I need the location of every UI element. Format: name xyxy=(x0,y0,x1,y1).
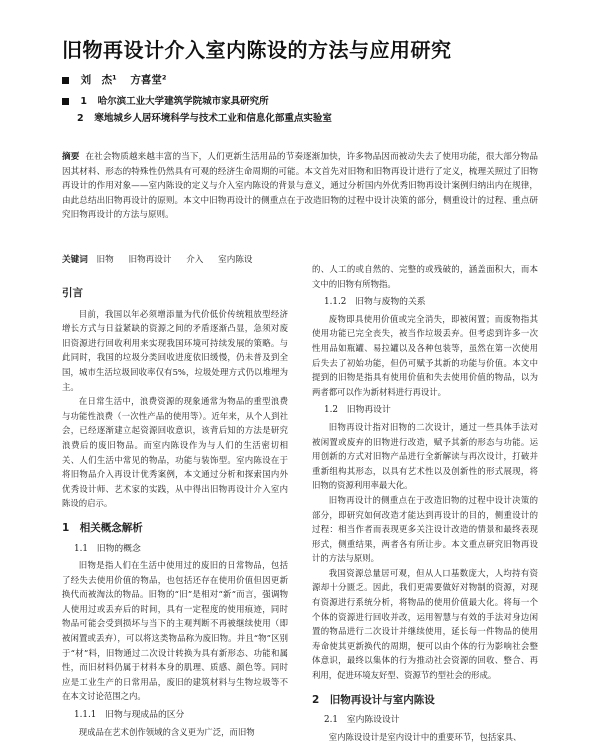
right-column xyxy=(312,262,538,744)
section-heading: 2 旧物再设计与室内陈设 xyxy=(312,693,435,706)
subsection-heading: 1.2 旧物再设计 xyxy=(324,405,391,416)
page-title: 旧物再设计介入室内陈设的方法与应用研究 xyxy=(62,38,452,62)
paragraph: 的、人工的或自然的、完整的或残破的，涵盖面积大，而本文中的旧物有所物指。 xyxy=(312,264,538,289)
subsection-heading: 1.1.2 旧物与废物的关系 xyxy=(324,297,426,308)
paragraph: 现成品在艺术创作领域的含义更为广泛，而旧物 xyxy=(78,726,255,737)
intro-heading: 引言 xyxy=(62,287,83,299)
section-heading: 1 相关概念解析 xyxy=(62,521,143,534)
subsection-heading: 1.1.1 旧物与现成品的区分 xyxy=(74,710,185,721)
abstract-label: 摘要 xyxy=(62,152,80,162)
paragraph: 废物即具使用价值或完全消失，即被闲置；而废物指其使用功能已完全丧失，被当作垃圾丢弃。但考虑到许多一次性用品如瓶罐、易拉罐以及各种包装等，虽然在第一次使用后失去了初始功能，但仍可赋予其新的功能与价值。本文中提到的旧物是指具有使用价值和失去使用价值的物品，以为两者都可以作为新材料进行再设计。 xyxy=(312,313,538,397)
paragraph: 我国资源总量居可观，但从人口基数庞大，人均持有资源却十分匮乏。因此，我们更需要做好对物制的资源，对现有资源进行系统分析，将物品的使用价值最大化。将每一个个体的资源进行回收并改，运用智慧与有效的手法对身边闲置的物品进行二次设计并继续使用，延长每一件物品的使用寿命使其更新换代的周期，便可以由个体的行为影响社会整体意识，最终以集体的行为推动社会资源的回收、整合、再利用，促进环境友好型、资源节约型社会的形成。 xyxy=(312,567,538,681)
author-name: 刘 杰¹ xyxy=(80,74,117,86)
affiliation-text: 哈尔滨工业大学建筑学院城市家具研究所 xyxy=(97,96,269,107)
left-column xyxy=(62,268,288,739)
author-line xyxy=(62,72,177,87)
paragraph: 旧物再设计的侧重点在于改造旧物的过程中设计决策的部分，即研究如何改造才能达到再设计的目的，侧重设计的过程：相当作者而表现更多关注设计改造的情景和最终表现形式，侧重结果，两者各有所让步。本文重点研究旧物再设计的方法与原则。 xyxy=(312,494,538,564)
paragraph: 室内陈设设计是室内设计中的重要环节，包括家具、 xyxy=(328,731,522,742)
subsection-heading: 1.1 旧物的概念 xyxy=(74,543,141,554)
keywords-label: 关键词 xyxy=(62,255,88,265)
keyword: 旧物再设计 xyxy=(128,255,172,265)
abstract-text: 在社会物质越来越丰富的当下，人们更新生活用品的节奏逐渐加快，许多物品因而被动失去了使用功能，很大部分物品因其材料、形态的特殊性仍然具有可观的经济生命周期的可能。本文首先对旧物和旧物再设计进行了定义，梳理关照过了旧物再设计的作用对象——室内陈设的定义与介入室内陈设的背景与意义，通过分析国内外优秀旧物再设计案例归纳出内在规律，由此总结出旧物再设计的原则。本文中旧物再设计的侧重点在于改造旧物的过程中设计决策的部分，侧重设计的过程、重点研究旧物再设计的方法与原则。 xyxy=(62,152,538,220)
affiliation-line xyxy=(62,93,269,107)
affiliation-text: 寒地城乡人居环境科学与技术工业和信息化部重点实验室 xyxy=(94,113,332,124)
affiliation-number: 1 xyxy=(80,96,87,107)
author-name: 方喜堂² xyxy=(130,74,167,86)
keyword: 旧物 xyxy=(96,255,114,265)
keyword: 介入 xyxy=(186,255,204,265)
paragraph: 在日常生活中，浪费资源的现象通常为物品的重型浪费与功能性浪费（一次性产品的使用等）。近年来，从个人到社会，已经逐渐建立起资源回收意识，该背后知的方法是研究浪费后的废旧物品。而室内陈设作为与人们的生活密切相关、人们生活中常见的物品，功能与装饰型。室内陈设在于将旧物品介入再设计优秀案例，本文通过分析和探索国内外优秀设计师、艺术家的实践，从中得出旧物再设计介入室内陈设的启示。 xyxy=(62,396,288,509)
abstract xyxy=(62,150,538,223)
subsection-heading: 2.1 室内陈设设计 xyxy=(324,715,400,726)
paragraph: 目前，我国以年必须增添量为代价低价传统粗放型经济增长方式与日益紧缺的资源之间的矛盾逐渐凸显，急须对废旧资源进行回收利用来实现我国环境可持续发展的策略。与此同时，我国的垃圾分类回收进度依旧缓慢，仍未普及到全国，城市生活垃圾回收率仅有5%，垃圾处理方式仍以堆埋为主。 xyxy=(62,308,288,392)
affiliation-line xyxy=(77,110,332,124)
paragraph: 旧物再设计指对旧物的二次设计，通过一些具体手法对被闲置或废弃的旧物进行改造，赋予其新的形态与功能。运用创新的方式对旧物产品进行全新解读与再次设计，打破并重新组构其形态，以具有艺术性以及创新性的形式展现，将旧物的资源利用率最大化。 xyxy=(312,421,538,491)
keyword: 室内陈设 xyxy=(218,255,253,265)
bullet-square-icon xyxy=(62,77,69,84)
affiliation-number: 2 xyxy=(77,113,84,124)
paragraph: 旧物是指人们在生活中使用过的废旧的日常物品，包括了经失去使用价值的物品，也包括还存在使用价值但因更新换代而被淘汰的物品。旧物的“旧”是相对“新”而言，强调物人使用过或丢弃后的时间，具有一定程度的使用痕迹，同时物品可能会受到损坏与当下的主观判断不再被继续使用（即被闲置或丢弃），可以将这类物品称为废旧物。并且“物”区别于“材”料，旧物通过二次设计转换为具有新形态、功能和属性，而旧材料仍属于材料本身的肌理、质感、颜色等。同时应是工业生产的日常用品，废旧的建筑材料与生物垃圾等不在本文讨论范围之内。 xyxy=(62,560,288,702)
bullet-square-icon xyxy=(62,98,69,105)
